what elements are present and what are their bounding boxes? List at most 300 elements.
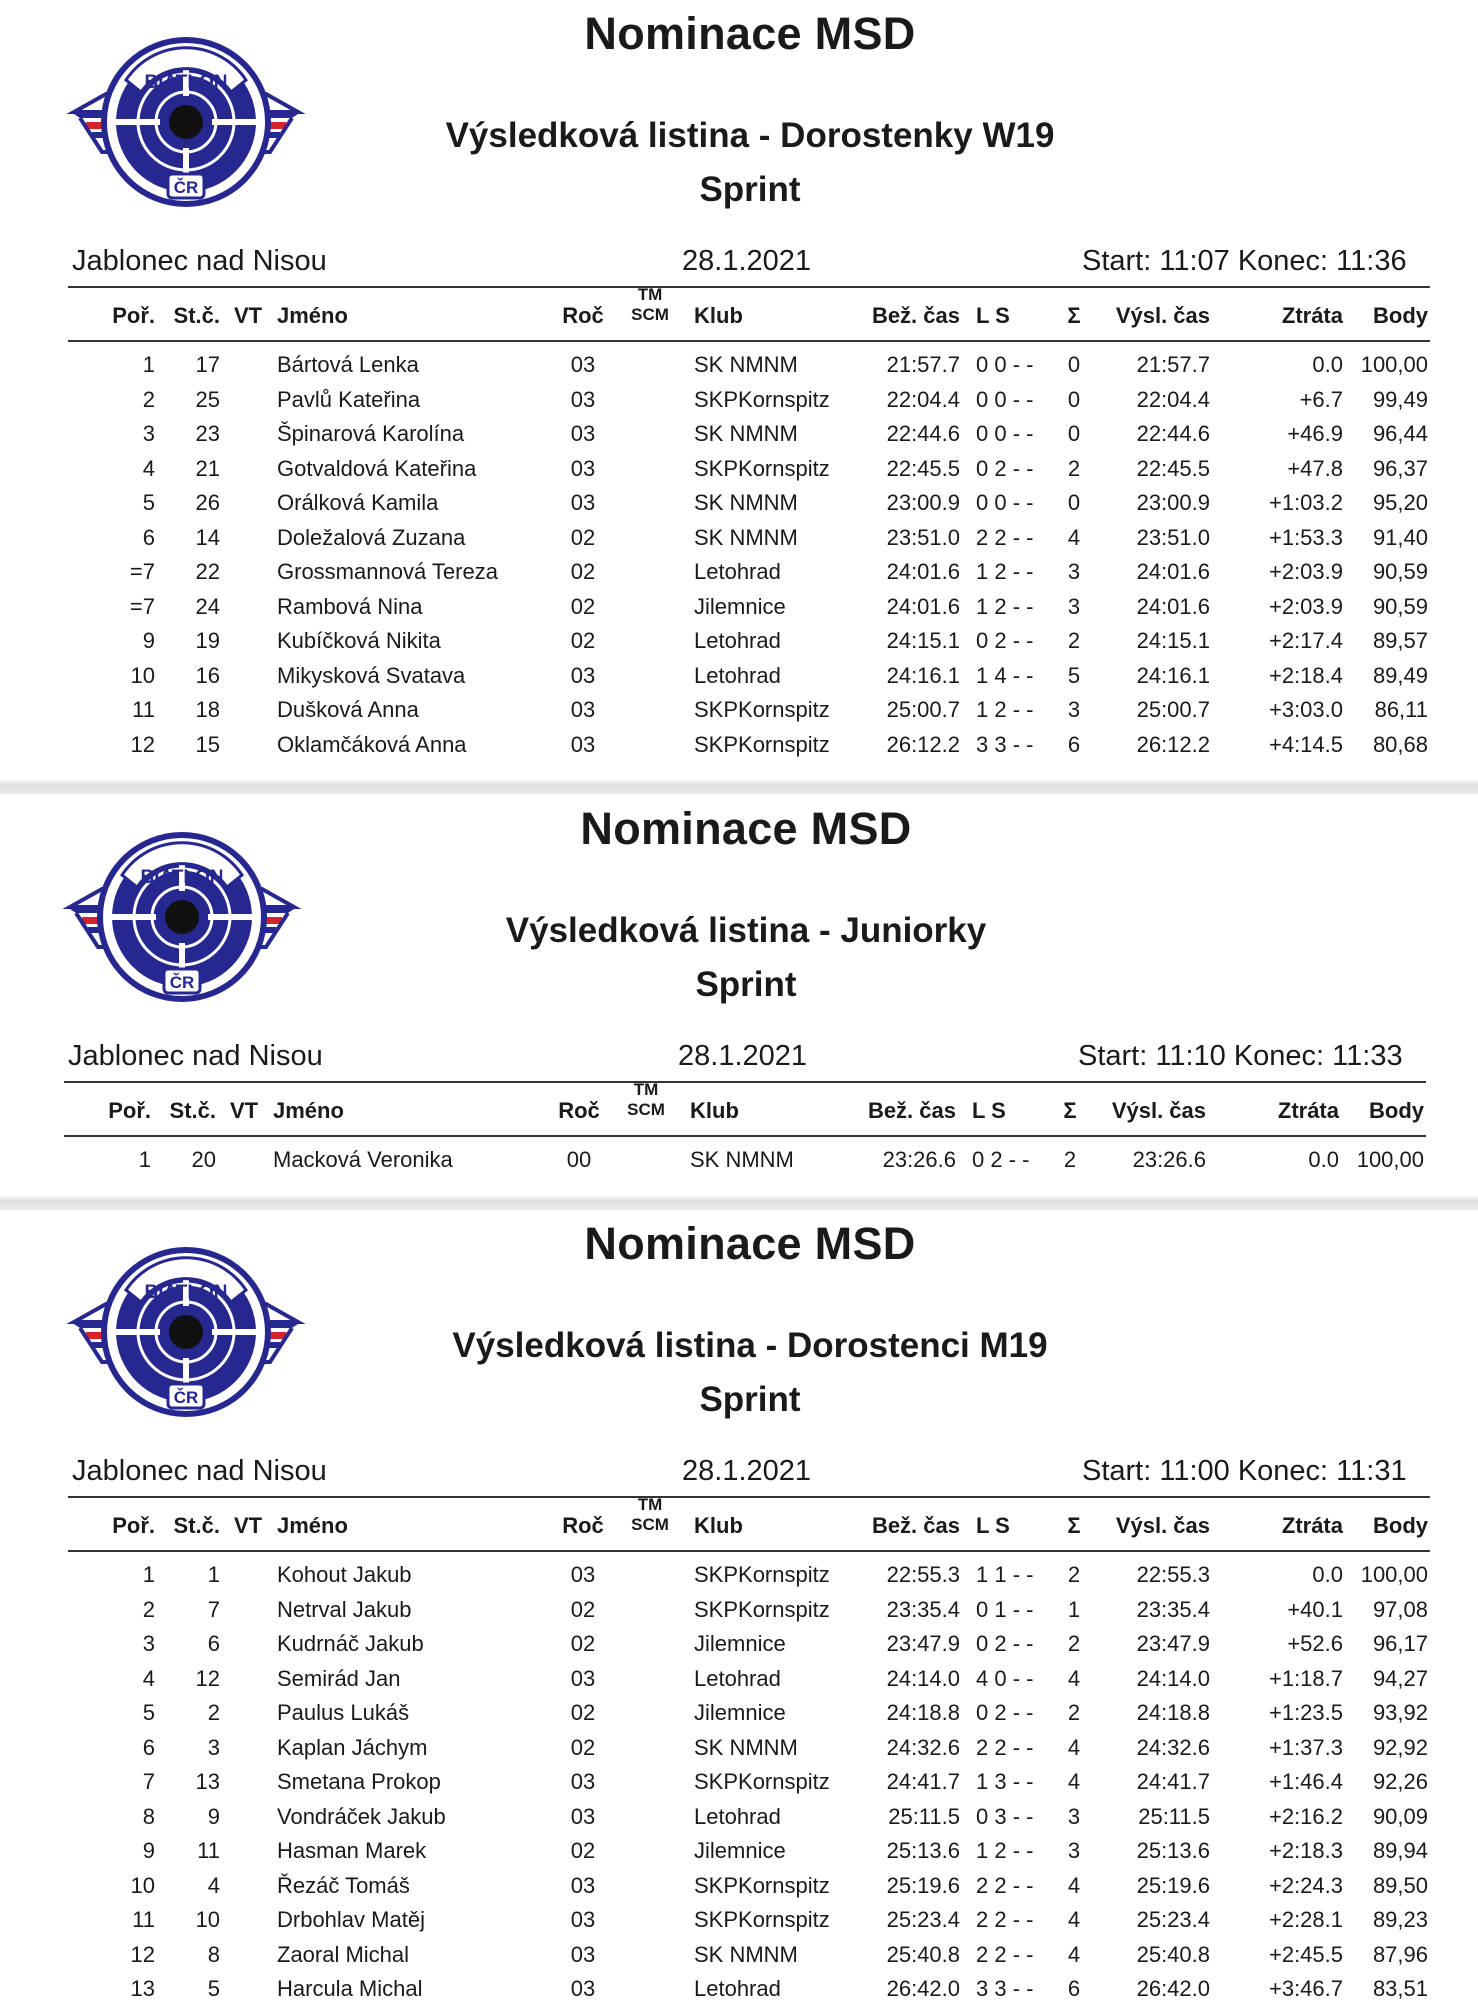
- cell-jmeno: Macková Veronika: [273, 1147, 453, 1172]
- cell-por: 10: [130, 1872, 155, 1898]
- header-tm: TM: [637, 1495, 663, 1514]
- sheet-subtitle: Výsledková listina - Dorostenky W19: [445, 116, 1055, 155]
- cell-klub: Letohrad: [694, 662, 781, 688]
- cell-ls: 1 2 - -: [976, 1838, 1034, 1863]
- cell-vysl: 24:16.1: [1136, 662, 1210, 688]
- cell-vysl: 25:19.6: [1136, 1872, 1210, 1898]
- cell-body: 97,08: [1372, 1596, 1428, 1622]
- header-bez: Bež. čas: [867, 1098, 956, 1123]
- cell-jmeno: Doležalová Zuzana: [277, 524, 466, 550]
- header-tm: TM: [637, 285, 663, 304]
- cell-stc: 23: [195, 421, 220, 446]
- cell-ztrata: +40.1: [1287, 1596, 1343, 1622]
- cell-stc: 24: [195, 593, 220, 619]
- cell-stc: 16: [195, 662, 220, 688]
- cell-ztrata: 0.0: [1312, 1562, 1343, 1587]
- cell-sigma: 4: [1067, 1941, 1081, 1967]
- cell-bez: 24:32.6: [886, 1734, 960, 1760]
- header-bez: Bež. čas: [871, 303, 960, 328]
- cell-body: 89,50: [1372, 1872, 1428, 1898]
- header-tm: TM: [633, 1080, 659, 1099]
- header-sigma: Σ: [1063, 1098, 1077, 1123]
- cell-vysl: 22:44.6: [1136, 421, 1210, 446]
- header-roc: Roč: [558, 1098, 600, 1123]
- cell-roc: 02: [570, 628, 596, 653]
- cell-ls: 0 3 - -: [976, 1803, 1034, 1829]
- cell-bez: 25:40.8: [886, 1941, 960, 1967]
- discipline-label: Sprint: [699, 1380, 801, 1419]
- cell-jmeno: Špinarová Karolína: [277, 421, 465, 446]
- cell-ztrata: +2:03.9: [1268, 593, 1343, 619]
- cell-ls: 0 1 - -: [976, 1596, 1034, 1622]
- cell-por: 1: [142, 352, 155, 377]
- cell-vysl: 23:26.6: [1132, 1147, 1206, 1172]
- cell-klub: SK NMNM: [694, 1941, 798, 1967]
- header-roc: Roč: [562, 303, 604, 328]
- cell-ztrata: +3:03.0: [1268, 697, 1343, 722]
- start-end-times: Start: 11:00 Konec: 11:31: [1082, 1455, 1407, 1487]
- cell-jmeno: Řezáč Tomáš: [277, 1872, 410, 1898]
- cell-bez: 23:00.9: [886, 490, 960, 515]
- logo-bottom-text: ČR: [169, 973, 195, 992]
- cell-vysl: 24:41.7: [1136, 1769, 1210, 1794]
- cell-bez: 25:23.4: [886, 1907, 960, 1932]
- cell-klub: Letohrad: [694, 1665, 781, 1691]
- header-stc: St.č.: [173, 1513, 220, 1538]
- cell-body: 89,94: [1372, 1838, 1428, 1863]
- sheet-subtitle: Výsledková listina - Dorostenci M19: [452, 1326, 1048, 1365]
- cell-stc: 4: [207, 1872, 220, 1898]
- cell-bez: 23:51.0: [886, 524, 960, 550]
- cell-vysl: 24:18.8: [1136, 1700, 1210, 1725]
- cell-por: 12: [130, 1941, 155, 1967]
- header-vysl: Výsl. čas: [1115, 1513, 1210, 1538]
- cell-por: 5: [142, 1700, 155, 1725]
- cell-jmeno: Gotvaldová Kateřina: [277, 455, 477, 481]
- cell-ls: 1 3 - -: [976, 1769, 1034, 1794]
- cell-por: 10: [130, 662, 155, 688]
- cell-ls: 0 2 - -: [976, 455, 1034, 481]
- cell-vysl: 23:00.9: [1136, 490, 1210, 515]
- cell-klub: SKPKornspitz: [694, 455, 830, 481]
- cell-body: 94,27: [1372, 1665, 1428, 1691]
- cell-roc: 02: [570, 1734, 596, 1760]
- cell-bez: 25:13.6: [886, 1838, 960, 1863]
- cell-body: 90,59: [1372, 559, 1428, 584]
- cell-jmeno: Grossmannová Tereza: [277, 559, 498, 584]
- header-top-rule: [64, 1081, 1426, 1083]
- cell-ls: 1 1 - -: [976, 1562, 1034, 1587]
- cell-ls: 2 2 - -: [976, 1734, 1034, 1760]
- cell-ls: 2 2 - -: [976, 1907, 1034, 1932]
- cell-por: 4: [142, 1665, 155, 1691]
- cell-bez: 22:04.4: [886, 386, 960, 412]
- cell-por: 4: [142, 455, 155, 481]
- cell-body: 93,92: [1372, 1700, 1428, 1725]
- header-jmeno: Jméno: [277, 1513, 348, 1538]
- cell-klub: Letohrad: [694, 1976, 781, 2001]
- cell-sigma: 2: [1067, 1631, 1081, 1656]
- cell-por: 2: [142, 386, 155, 412]
- header-por: Poř.: [112, 303, 155, 328]
- cell-bez: 24:41.7: [886, 1769, 960, 1794]
- cell-bez: 24:01.6: [886, 559, 960, 584]
- cell-bez: 26:12.2: [886, 731, 960, 757]
- header-jmeno: Jméno: [277, 303, 348, 328]
- cell-body: 87,96: [1372, 1941, 1428, 1967]
- cell-jmeno: Smetana Prokop: [277, 1769, 441, 1794]
- cell-por: 7: [142, 1769, 155, 1794]
- cell-bez: 24:01.6: [886, 593, 960, 619]
- cell-vysl: 24:14.0: [1136, 1665, 1210, 1691]
- cell-jmeno: Kohout Jakub: [277, 1562, 412, 1587]
- cell-klub: SK NMNM: [694, 1734, 798, 1760]
- start-end-times: Start: 11:10 Konec: 11:33: [1078, 1040, 1403, 1072]
- header-scm: SCM: [631, 305, 669, 324]
- cell-por: 1: [142, 1562, 155, 1587]
- cell-vysl: 23:35.4: [1136, 1596, 1210, 1622]
- header-ls: L S: [976, 1513, 1010, 1538]
- cell-sigma: 3: [1067, 1838, 1081, 1863]
- cell-ztrata: +2:17.4: [1268, 628, 1343, 653]
- cell-stc: 17: [195, 352, 220, 377]
- cell-bez: 25:19.6: [886, 1872, 960, 1898]
- sheet-title: Nominace MSD: [580, 803, 912, 854]
- cell-roc: 03: [570, 1562, 596, 1587]
- cell-klub: Letohrad: [694, 628, 781, 653]
- cell-klub: SKPKornspitz: [694, 1872, 830, 1898]
- cell-roc: 03: [570, 490, 596, 515]
- cell-body: 89,57: [1372, 628, 1428, 653]
- cell-roc: 03: [570, 1769, 596, 1794]
- header-roc: Roč: [562, 1513, 604, 1538]
- cell-ztrata: +2:28.1: [1268, 1907, 1343, 1932]
- cell-por: 3: [142, 1631, 155, 1656]
- cell-jmeno: Oklamčáková Anna: [277, 731, 467, 757]
- cell-por: 13: [130, 1976, 155, 2001]
- cell-bez: 24:15.1: [886, 628, 960, 653]
- header-top-rule: [68, 286, 1430, 288]
- sheet-subtitle: Výsledková listina - Juniorky: [505, 911, 987, 950]
- cell-roc: 03: [570, 1803, 596, 1829]
- cell-vysl: 22:04.4: [1136, 386, 1210, 412]
- cell-por: 5: [142, 490, 155, 515]
- cell-body: 100,00: [1360, 1562, 1428, 1587]
- cell-body: 96,44: [1372, 421, 1428, 446]
- cell-ztrata: +1:37.3: [1268, 1734, 1343, 1760]
- page-separator: [0, 1196, 1478, 1210]
- cell-vysl: 22:55.3: [1136, 1562, 1210, 1587]
- cell-stc: 22: [195, 559, 220, 584]
- cell-vysl: 24:32.6: [1136, 1734, 1210, 1760]
- cell-body: 100,00: [1356, 1147, 1424, 1172]
- cell-klub: Jilemnice: [694, 1700, 786, 1725]
- cell-sigma: 4: [1067, 1872, 1081, 1898]
- cell-stc: 3: [207, 1734, 220, 1760]
- cell-body: 91,40: [1372, 524, 1428, 550]
- header-stc: St.č.: [173, 303, 220, 328]
- cell-jmeno: Kubíčková Nikita: [277, 628, 441, 653]
- cell-bez: 24:18.8: [886, 1700, 960, 1725]
- cell-body: 83,51: [1372, 1976, 1428, 2001]
- cell-stc: 26: [195, 490, 220, 515]
- cell-ztrata: +6.7: [1299, 386, 1343, 412]
- cell-ztrata: +46.9: [1287, 421, 1343, 446]
- cell-jmeno: Zaoral Michal: [277, 1941, 410, 1967]
- logo-top-text: BIATLON: [140, 867, 224, 888]
- cell-por: 6: [142, 524, 155, 550]
- cell-vysl: 24:15.1: [1136, 628, 1210, 653]
- header-body: Body: [1373, 1513, 1428, 1538]
- header-sigma: Σ: [1067, 1513, 1081, 1538]
- cell-vysl: 25:23.4: [1136, 1907, 1210, 1932]
- cell-roc: 02: [570, 1596, 596, 1622]
- cell-stc: 5: [207, 1976, 220, 2001]
- date-label: 28.1.2021: [678, 1040, 808, 1072]
- logo-bottom-text: ČR: [173, 1388, 199, 1407]
- cell-bez: 25:00.7: [886, 697, 960, 722]
- sheet-title: Nominace MSD: [584, 8, 916, 59]
- cell-ls: 0 2 - -: [976, 1700, 1034, 1725]
- cell-jmeno: Netrval Jakub: [277, 1596, 412, 1622]
- cell-body: 96,17: [1372, 1631, 1428, 1656]
- cell-stc: 11: [197, 1838, 220, 1863]
- cell-stc: 13: [195, 1769, 220, 1794]
- cell-roc: 02: [570, 524, 596, 550]
- cell-sigma: 1: [1067, 1596, 1081, 1622]
- cell-stc: 21: [195, 455, 220, 481]
- logo-top-text: BIATLON: [144, 72, 228, 93]
- header-scm: SCM: [631, 1515, 669, 1534]
- cell-stc: 14: [195, 524, 220, 550]
- cell-roc: 03: [570, 352, 596, 377]
- cell-por: 11: [132, 1907, 155, 1932]
- cell-ztrata: 0.0: [1312, 352, 1343, 377]
- cell-body: 96,37: [1372, 455, 1428, 481]
- cell-sigma: 4: [1067, 1665, 1081, 1691]
- cell-ztrata: +2:45.5: [1268, 1941, 1343, 1967]
- cell-body: 89,23: [1372, 1907, 1428, 1932]
- cell-body: 90,09: [1372, 1803, 1428, 1829]
- cell-stc: 9: [207, 1803, 220, 1829]
- date-label: 28.1.2021: [682, 245, 812, 277]
- cell-por: 6: [142, 1734, 155, 1760]
- cell-ls: 4 0 - -: [976, 1665, 1034, 1691]
- header-body: Body: [1373, 303, 1428, 328]
- cell-roc: 03: [570, 1665, 596, 1691]
- header-ls: L S: [972, 1098, 1006, 1123]
- cell-roc: 03: [570, 662, 596, 688]
- cell-sigma: 3: [1067, 559, 1081, 584]
- cell-por: 12: [130, 731, 155, 757]
- cell-sigma: 6: [1067, 1976, 1081, 2001]
- cell-roc: 03: [570, 697, 596, 722]
- page-separator: [0, 780, 1478, 794]
- logo-top-text: BIATLON: [144, 1282, 228, 1303]
- cell-body: 100,00: [1360, 352, 1428, 377]
- results-sheet: [0, 0, 1478, 780]
- cell-ztrata: +52.6: [1287, 1631, 1343, 1656]
- cell-body: 95,20: [1372, 490, 1428, 515]
- cell-vysl: 25:11.5: [1138, 1803, 1210, 1829]
- start-end-times: Start: 11:07 Konec: 11:36: [1082, 245, 1407, 277]
- cell-bez: 23:26.6: [882, 1147, 956, 1172]
- cell-bez: 22:45.5: [886, 455, 960, 481]
- cell-stc: 15: [195, 731, 220, 757]
- cell-roc: 03: [570, 731, 596, 757]
- cell-klub: SKPKornspitz: [694, 386, 830, 412]
- cell-klub: SKPKornspitz: [694, 1769, 830, 1794]
- header-vt: VT: [229, 1098, 259, 1123]
- results-sheet: [0, 1210, 1478, 2012]
- cell-roc: 03: [570, 386, 596, 412]
- cell-vysl: 21:57.7: [1136, 352, 1210, 377]
- cell-ztrata: +4:14.5: [1268, 731, 1343, 757]
- cell-sigma: 0: [1067, 386, 1081, 412]
- cell-klub: SK NMNM: [694, 421, 798, 446]
- cell-roc: 02: [570, 1631, 596, 1656]
- cell-klub: SKPKornspitz: [694, 731, 830, 757]
- cell-roc: 02: [570, 1700, 596, 1725]
- cell-ztrata: +1:03.2: [1268, 490, 1343, 515]
- cell-body: 86,11: [1374, 697, 1428, 722]
- header-tm-scm: [620, 1495, 680, 1535]
- cell-body: 80,68: [1372, 731, 1428, 757]
- header-stc: St.č.: [169, 1098, 216, 1123]
- cell-por: 9: [142, 628, 155, 653]
- cell-jmeno: Kudrnáč Jakub: [277, 1631, 424, 1656]
- cell-vysl: 22:45.5: [1136, 455, 1210, 481]
- cell-klub: SKPKornspitz: [694, 1562, 830, 1587]
- cell-sigma: 3: [1067, 593, 1081, 619]
- date-label: 28.1.2021: [682, 1455, 812, 1487]
- cell-ztrata: +47.8: [1287, 455, 1343, 481]
- cell-vysl: 25:00.7: [1136, 697, 1210, 722]
- cell-stc: 25: [195, 386, 220, 412]
- cell-jmeno: Kaplan Jáchym: [277, 1734, 428, 1760]
- cell-ls: 1 4 - -: [976, 662, 1034, 688]
- cell-stc: 20: [191, 1147, 216, 1172]
- cell-jmeno: Pavlů Kateřina: [277, 386, 421, 412]
- cell-sigma: 4: [1067, 524, 1081, 550]
- header-scm: SCM: [627, 1100, 665, 1119]
- cell-klub: SK NMNM: [694, 524, 798, 550]
- cell-vysl: 23:47.9: [1136, 1631, 1210, 1656]
- cell-por: 3: [142, 421, 155, 446]
- header-jmeno: Jméno: [273, 1098, 344, 1123]
- cell-sigma: 4: [1067, 1907, 1081, 1932]
- cell-sigma: 3: [1067, 697, 1081, 722]
- header-top-rule: [68, 1496, 1430, 1498]
- cell-stc: 6: [207, 1631, 220, 1656]
- cell-sigma: 2: [1067, 1700, 1081, 1725]
- header-ls: L S: [976, 303, 1010, 328]
- cell-ls: 1 2 - -: [976, 697, 1034, 722]
- cell-stc: 18: [195, 697, 220, 722]
- cell-stc: 8: [207, 1941, 220, 1967]
- cell-ls: 0 2 - -: [976, 628, 1034, 653]
- venue-label: Jablonec nad Nisou: [72, 245, 327, 277]
- cell-jmeno: Harcula Michal: [277, 1976, 423, 2001]
- cell-ztrata: +1:18.7: [1268, 1665, 1343, 1691]
- cell-stc: 2: [207, 1700, 220, 1725]
- cell-ls: 0 0 - -: [976, 352, 1034, 377]
- cell-ztrata: +2:18.4: [1268, 662, 1343, 688]
- header-vysl: Výsl. čas: [1115, 303, 1210, 328]
- sheet-title: Nominace MSD: [584, 1218, 916, 1269]
- cell-ztrata: +2:16.2: [1268, 1803, 1343, 1829]
- venue-label: Jablonec nad Nisou: [72, 1455, 327, 1487]
- cell-sigma: 2: [1067, 628, 1081, 653]
- cell-bez: 25:11.5: [888, 1803, 960, 1829]
- header-vysl: Výsl. čas: [1111, 1098, 1206, 1123]
- cell-jmeno: Mikysková Svatava: [277, 662, 466, 688]
- cell-body: 92,26: [1372, 1769, 1428, 1794]
- header-bez: Bež. čas: [871, 1513, 960, 1538]
- cell-sigma: 2: [1067, 455, 1081, 481]
- cell-stc: 1: [207, 1562, 220, 1587]
- cell-roc: 03: [570, 421, 596, 446]
- cell-klub: Jilemnice: [694, 1838, 786, 1863]
- header-ztrata: Ztráta: [1281, 303, 1343, 328]
- header-por: Poř.: [108, 1098, 151, 1123]
- cell-bez: 22:44.6: [886, 421, 960, 446]
- cell-klub: SKPKornspitz: [694, 697, 830, 722]
- cell-jmeno: Drbohlav Matěj: [277, 1907, 425, 1932]
- cell-vysl: 25:13.6: [1136, 1838, 1210, 1863]
- cell-ztrata: +1:46.4: [1268, 1769, 1343, 1794]
- cell-jmeno: Rambová Nina: [277, 593, 423, 619]
- cell-ls: 2 2 - -: [976, 1941, 1034, 1967]
- cell-jmeno: Bártová Lenka: [277, 352, 419, 377]
- cell-klub: SKPKornspitz: [694, 1907, 830, 1932]
- cell-roc: 02: [570, 1838, 596, 1863]
- cell-vysl: 23:51.0: [1136, 524, 1210, 550]
- cell-body: 90,59: [1372, 593, 1428, 619]
- cell-ls: 2 2 - -: [976, 1872, 1034, 1898]
- cell-sigma: 2: [1063, 1147, 1077, 1172]
- discipline-label: Sprint: [699, 170, 801, 209]
- cell-por: 8: [142, 1803, 155, 1829]
- cell-ls: 0 2 - -: [976, 1631, 1034, 1656]
- cell-roc: 03: [570, 1872, 596, 1898]
- cell-roc: 02: [570, 593, 596, 619]
- cell-ls: 3 3 - -: [976, 731, 1034, 757]
- cell-roc: 03: [570, 1941, 596, 1967]
- cell-por: 9: [142, 1838, 155, 1863]
- header-body: Body: [1369, 1098, 1424, 1123]
- cell-ls: 1 2 - -: [976, 559, 1034, 584]
- cell-por: 11: [132, 697, 155, 722]
- cell-bez: 26:42.0: [886, 1976, 960, 2001]
- cell-ztrata: +1:23.5: [1268, 1700, 1343, 1725]
- cell-roc: 03: [570, 1976, 596, 2001]
- header-por: Poř.: [112, 1513, 155, 1538]
- cell-vysl: 26:12.2: [1136, 731, 1210, 757]
- cell-klub: Jilemnice: [694, 593, 786, 619]
- cell-roc: 03: [570, 1907, 596, 1932]
- cell-stc: 19: [195, 628, 220, 653]
- header-vt: VT: [233, 1513, 263, 1538]
- cell-sigma: 0: [1067, 490, 1081, 515]
- cell-por: =7: [129, 593, 155, 619]
- cell-sigma: 4: [1067, 1769, 1081, 1794]
- discipline-label: Sprint: [695, 965, 797, 1004]
- cell-sigma: 0: [1067, 352, 1081, 377]
- cell-ztrata: +2:24.3: [1268, 1872, 1343, 1898]
- cell-ls: 0 2 - -: [972, 1147, 1030, 1172]
- cell-bez: 23:35.4: [886, 1596, 960, 1622]
